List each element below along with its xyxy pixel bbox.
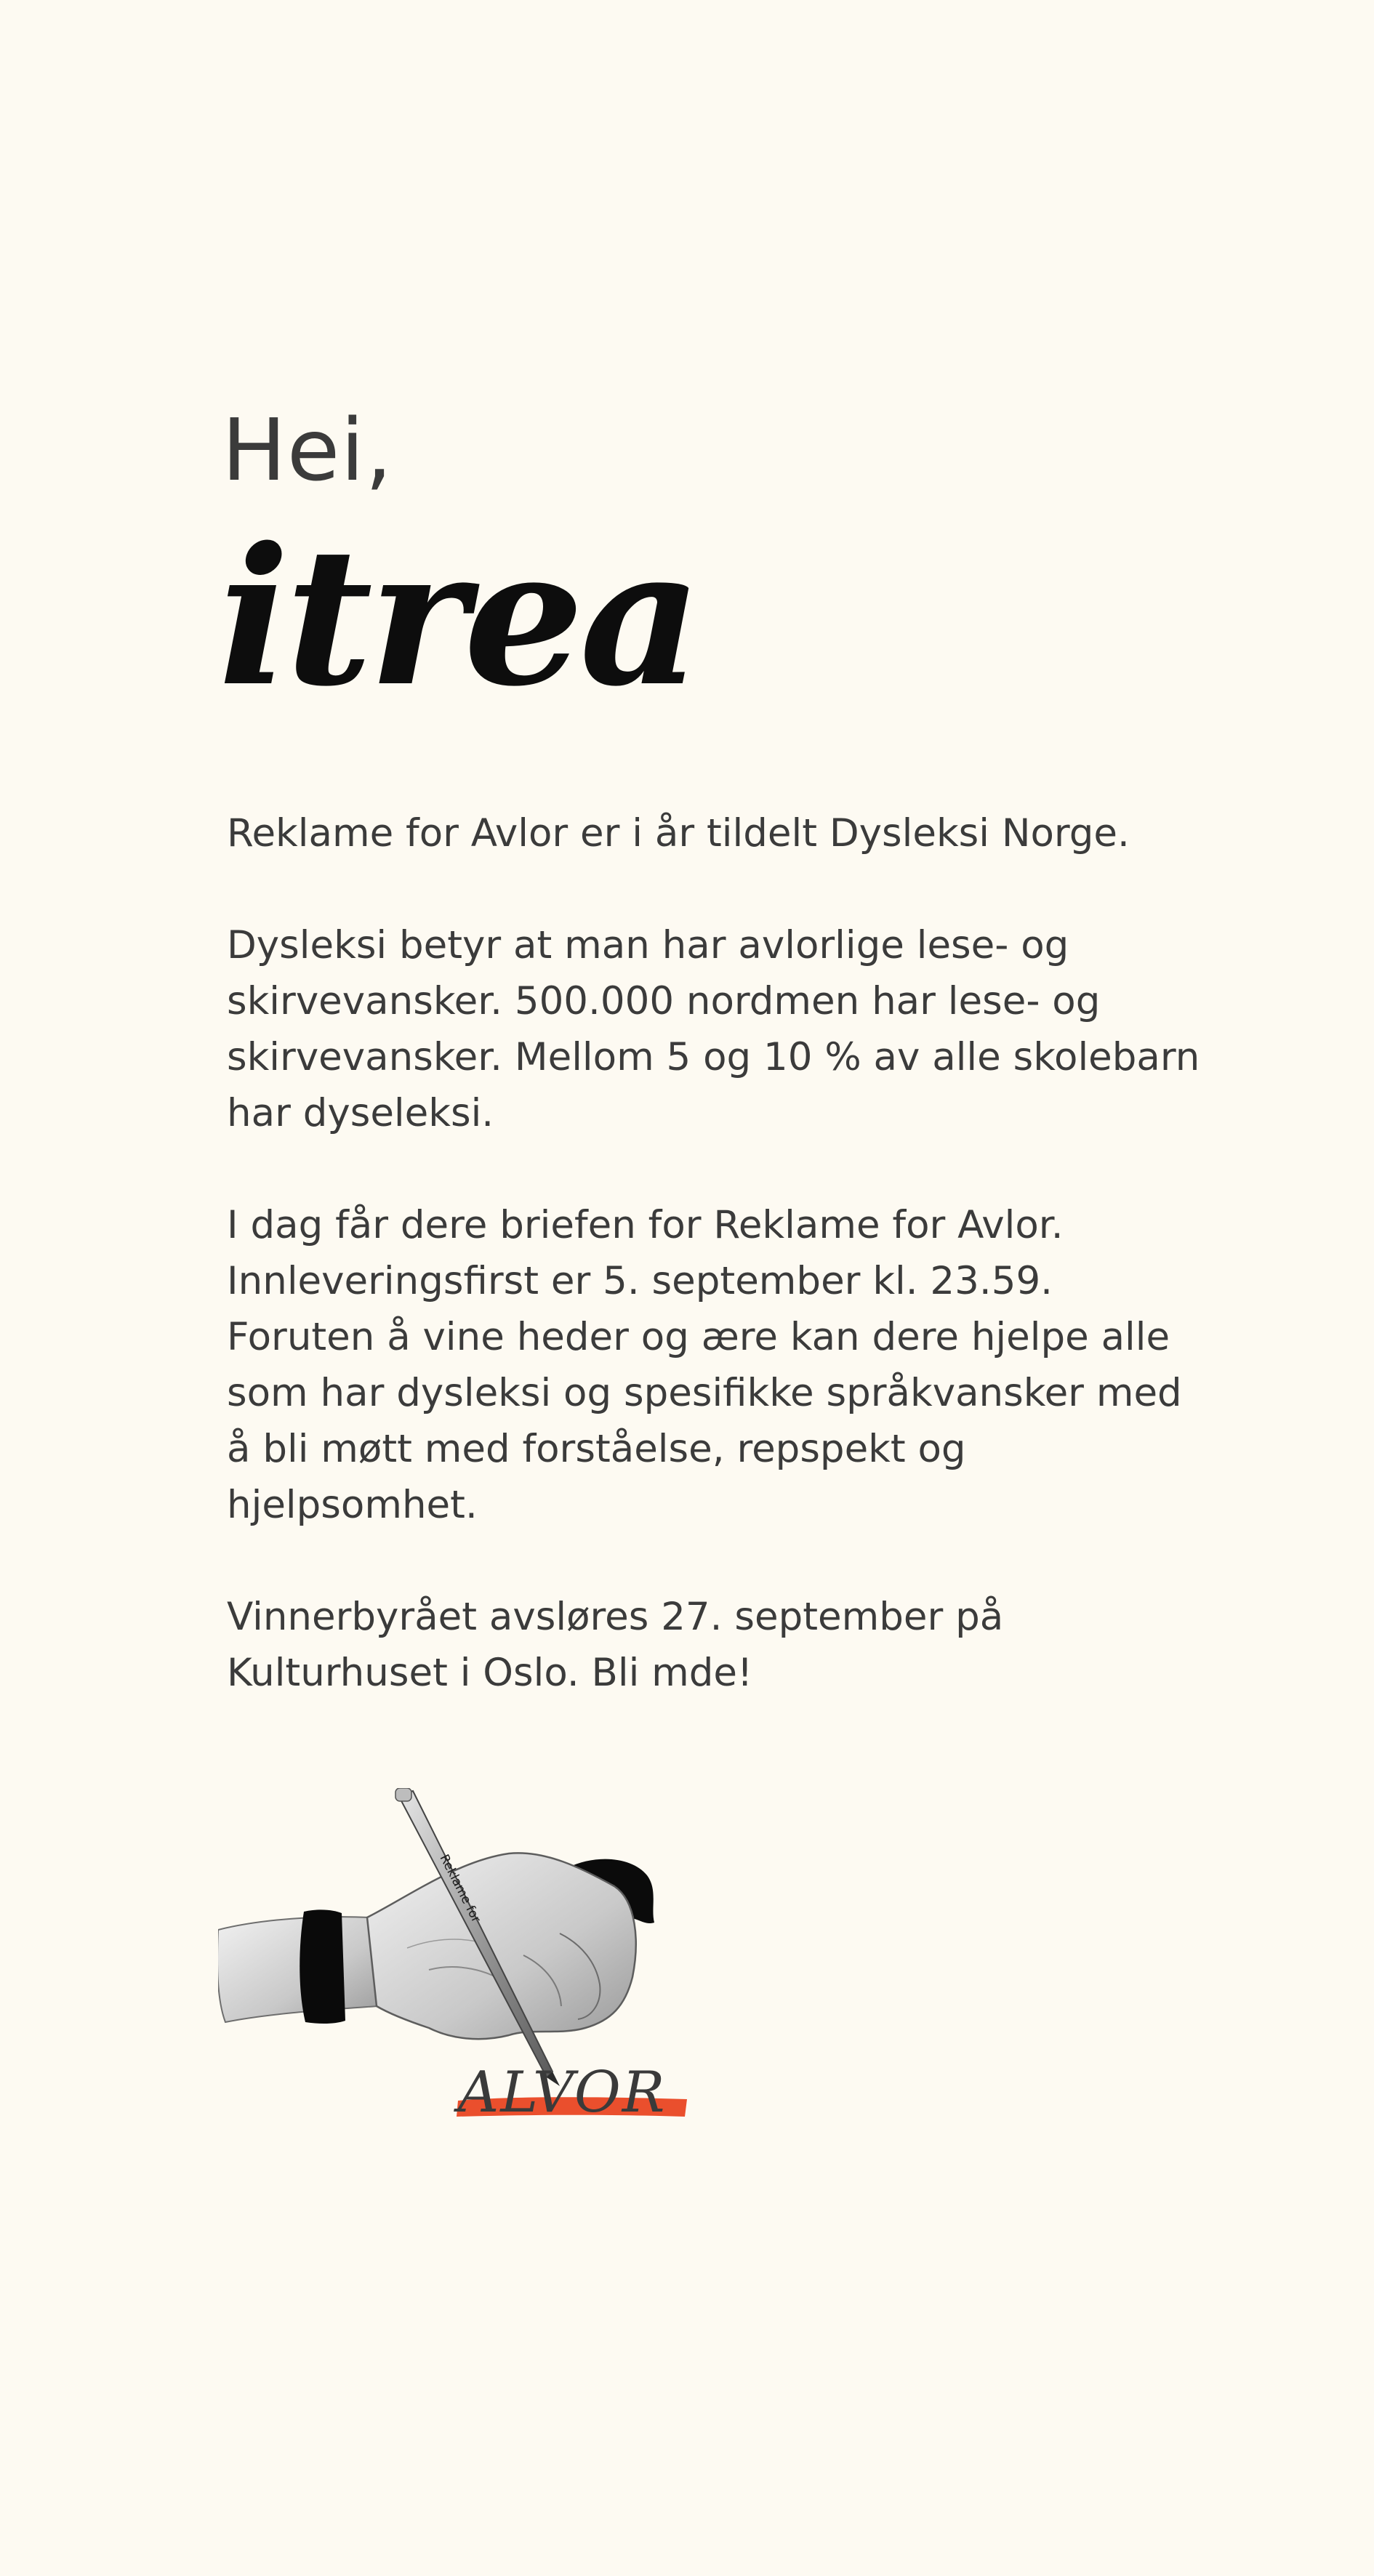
paragraph-winner-reveal: Vinnerbyrået avsløres 27. september på Kulturhuset i Oslo. Bli mde!: [227, 1595, 1004, 1695]
hand: [367, 1853, 636, 2039]
sleeve-band: [300, 1909, 345, 2024]
paragraph-brief: I dag får dere briefen for Reklame for Avlor. Innleveringsfirst er 5. september kl. 23.59. Foruten å vine heder og ære kan dere hjelpe alle som har dysleksi og spesifikke språkvansker med å bli møtt med forståelse, repspekt og hjelpsomhet.: [227, 1203, 1182, 1527]
hand-writing-logo: [218, 1788, 698, 2137]
paragraph-award: Reklame for Avlor er i år tildelt Dysleksi Norge.: [227, 811, 1130, 856]
alvor-wordmark: ALVOR: [458, 2060, 667, 2125]
pen-label: Reklame for: [436, 1852, 483, 1925]
message-body: [227, 805, 1208, 1757]
brand-name: itrea: [218, 507, 698, 728]
forearm: [218, 1917, 378, 2022]
greeting: Hei,: [222, 400, 393, 500]
paragraph-dyslexia-facts: Dysleksi betyr at man har avlorlige lese- og skirvevansker. 500.000 nordmen har lese- og skirvevansker. Mellom 5 og 10 % av alle skolebarn har dyseleksi.: [227, 923, 1200, 1135]
